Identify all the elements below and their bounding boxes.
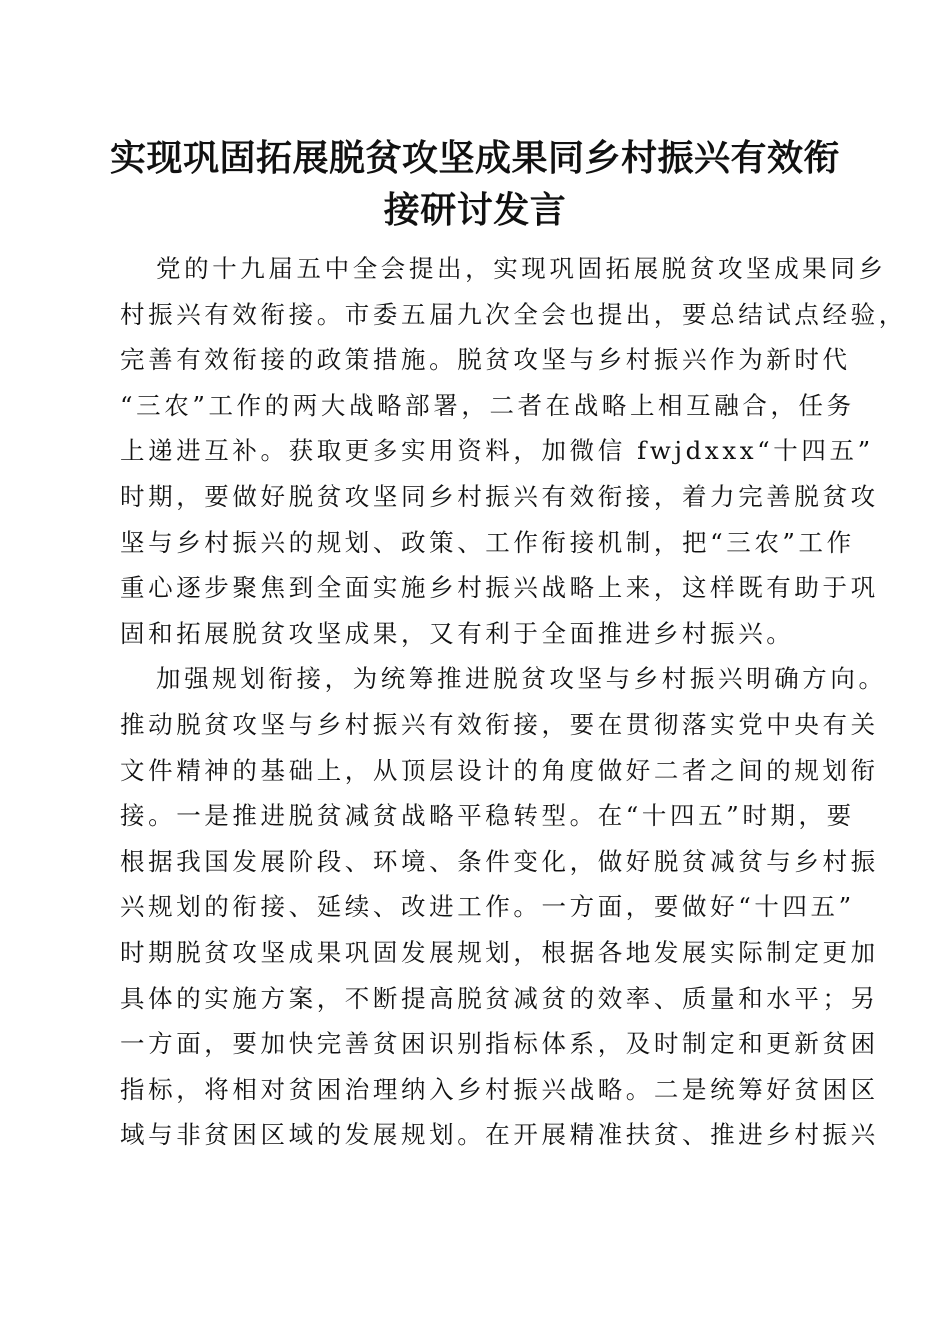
paragraph-line: 上递进互补。获取更多实用资料，加微信 fwjdxxx“十四五” [120,436,874,466]
paragraph-line: 指标，将相对贫困治理纳入乡村振兴战略。二是统筹好贫困区 [120,1074,879,1104]
paragraph-2 [120,656,887,1158]
paragraph-line: 时期脱贫攻坚成果巩固发展规划，根据各地发展实际制定更加 [120,937,879,967]
paragraph-line: 一方面，要加快完善贫困识别指标体系，及时制定和更新贫困 [120,1029,879,1059]
paragraph-line: 接。一是推进脱贫减贫战略平稳转型。在“十四五”时期，要 [120,801,855,831]
paragraph-line: 党的十九届五中全会提出，实现巩固拓展脱贫攻坚成果同乡 [156,254,887,283]
paragraph-line: “三农”工作的两大战略部署，二者在战略上相互融合，任务 [120,390,855,420]
paragraph-line: 具体的实施方案，不断提高脱贫减贫的效率、质量和水平；另 [120,983,879,1013]
document-body [120,246,907,1158]
paragraph-line: 村振兴有效衔接。市委五届九次全会也提出，要总结试点经验， [120,299,907,329]
paragraph-line: 坚与乡村振兴的规划、政策、工作衔接机制，把“三农”工作 [120,527,855,557]
paragraph-1 [120,246,907,656]
paragraph-line: 重心逐步聚焦到全面实施乡村振兴战略上来，这样既有助于巩 [120,573,879,603]
paragraph-line: 固和拓展脱贫攻坚成果，又有利于全面推进乡村振兴。 [120,618,795,648]
paragraph-line: 文件精神的基础上，从顶层设计的角度做好二者之间的规划衔 [120,755,879,785]
title-line-1: 实现巩固拓展脱贫攻坚成果同乡村振兴有效衔 [110,137,841,179]
paragraph-line: 根据我国发展阶段、环境、条件变化，做好脱贫减贫与乡村振 [120,846,879,876]
paragraph-line: 域与非贫困区域的发展规划。在开展精准扶贫、推进乡村振兴 [120,1120,879,1150]
title-line-2: 接研讨发言 [383,189,567,231]
document-title [110,132,840,236]
paragraph-line: 推动脱贫攻坚与乡村振兴有效衔接，要在贯彻落实党中央有关 [120,709,879,739]
paragraph-line: 加强规划衔接，为统筹推进脱贫攻坚与乡村振兴明确方向。 [156,664,887,694]
paragraph-line: 兴规划的衔接、延续、改进工作。一方面，要做好“十四五” [120,892,855,922]
paragraph-line: 时期，要做好脱贫攻坚同乡村振兴有效衔接，着力完善脱贫攻 [120,481,879,511]
paragraph-line: 完善有效衔接的政策措施。脱贫攻坚与乡村振兴作为新时代 [120,345,851,375]
